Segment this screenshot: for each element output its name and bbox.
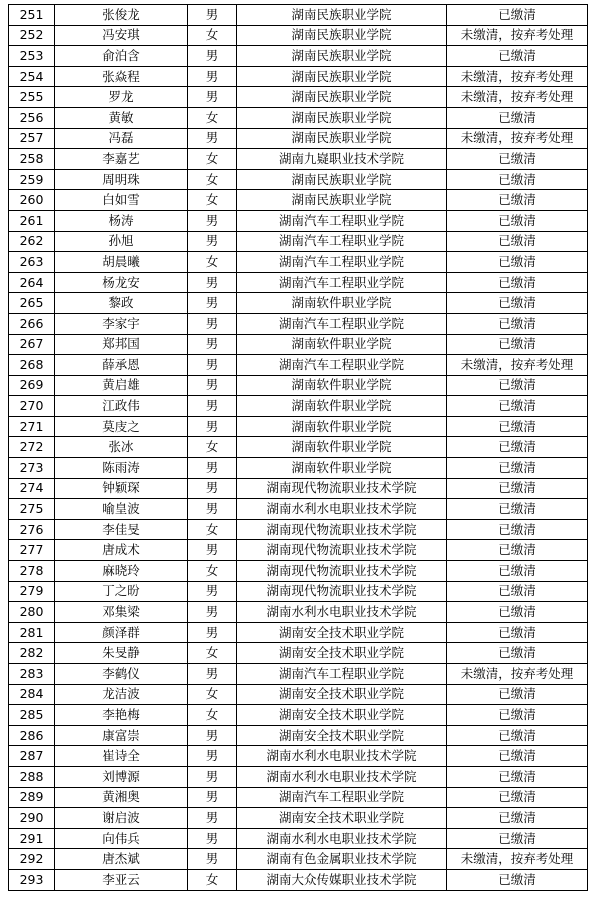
payment-status-cell: 已缴清: [447, 478, 588, 499]
school-cell: 湖南现代物流职业技术学院: [237, 540, 447, 561]
payment-status-cell: 已缴清: [447, 869, 588, 890]
gender-cell: 男: [188, 293, 237, 314]
row-number-cell: 262: [9, 231, 55, 252]
row-number-cell: 263: [9, 252, 55, 273]
table-row: [9, 437, 588, 458]
row-number-cell: 251: [9, 5, 55, 26]
row-number-cell: 269: [9, 375, 55, 396]
row-number-cell: 288: [9, 766, 55, 787]
name-cell: 李嘉艺: [55, 149, 188, 170]
school-cell: 湖南民族职业学院: [237, 87, 447, 108]
payment-status-cell: 已缴清: [447, 725, 588, 746]
gender-cell: 男: [188, 313, 237, 334]
gender-cell: 女: [188, 869, 237, 890]
payment-status-cell: 已缴清: [447, 169, 588, 190]
school-cell: 湖南民族职业学院: [237, 107, 447, 128]
payment-status-cell: 未缴清，按弃考处理: [447, 355, 588, 376]
name-cell: 黎政: [55, 293, 188, 314]
name-cell: 颜泽群: [55, 622, 188, 643]
name-cell: 李鹤仪: [55, 664, 188, 685]
name-cell: 李家宇: [55, 313, 188, 334]
table-row: [9, 561, 588, 582]
gender-cell: 女: [188, 437, 237, 458]
payment-status-cell: 未缴清，按弃考处理: [447, 25, 588, 46]
row-number-cell: 286: [9, 725, 55, 746]
table-row: [9, 664, 588, 685]
name-cell: 白如雪: [55, 190, 188, 211]
school-cell: 湖南软件职业学院: [237, 396, 447, 417]
payment-status-cell: 已缴清: [447, 46, 588, 67]
table-row: [9, 210, 588, 231]
gender-cell: 女: [188, 149, 237, 170]
name-cell: 李亚云: [55, 869, 188, 890]
school-cell: 湖南现代物流职业技术学院: [237, 561, 447, 582]
gender-cell: 女: [188, 561, 237, 582]
name-cell: 唐成术: [55, 540, 188, 561]
name-cell: 龙洁波: [55, 684, 188, 705]
name-cell: 周明珠: [55, 169, 188, 190]
gender-cell: 男: [188, 725, 237, 746]
gender-cell: 男: [188, 375, 237, 396]
payment-status-cell: 已缴清: [447, 766, 588, 787]
payment-status-cell: 已缴清: [447, 540, 588, 561]
gender-cell: 男: [188, 787, 237, 808]
row-number-cell: 279: [9, 581, 55, 602]
gender-cell: 男: [188, 5, 237, 26]
row-number-cell: 277: [9, 540, 55, 561]
gender-cell: 男: [188, 396, 237, 417]
row-number-cell: 274: [9, 478, 55, 499]
row-number-cell: 265: [9, 293, 55, 314]
school-cell: 湖南软件职业学院: [237, 416, 447, 437]
page: [8, 4, 588, 891]
name-cell: 薛承恩: [55, 355, 188, 376]
payment-status-cell: 未缴清，按弃考处理: [447, 66, 588, 87]
gender-cell: 男: [188, 128, 237, 149]
name-cell: 向伟兵: [55, 828, 188, 849]
payment-status-cell: 已缴清: [447, 272, 588, 293]
name-cell: 黄敏: [55, 107, 188, 128]
row-number-cell: 267: [9, 334, 55, 355]
name-cell: 黄启雄: [55, 375, 188, 396]
table-row: [9, 25, 588, 46]
name-cell: 李佳旻: [55, 519, 188, 540]
row-number-cell: 289: [9, 787, 55, 808]
payment-status-cell: 已缴清: [447, 705, 588, 726]
school-cell: 湖南有色金属职业技术学院: [237, 849, 447, 870]
gender-cell: 女: [188, 25, 237, 46]
gender-cell: 男: [188, 766, 237, 787]
name-cell: 郑邦国: [55, 334, 188, 355]
table-row: [9, 149, 588, 170]
table-row: [9, 396, 588, 417]
row-number-cell: 268: [9, 355, 55, 376]
gender-cell: 男: [188, 478, 237, 499]
payment-status-cell: 已缴清: [447, 602, 588, 623]
payment-status-cell: 未缴清，按弃考处理: [447, 128, 588, 149]
name-cell: 唐杰斌: [55, 849, 188, 870]
school-cell: 湖南汽车工程职业学院: [237, 252, 447, 273]
school-cell: 湖南软件职业学院: [237, 375, 447, 396]
name-cell: 丁之昐: [55, 581, 188, 602]
table-row: [9, 766, 588, 787]
table-row: [9, 355, 588, 376]
name-cell: 崔诗全: [55, 746, 188, 767]
table-row: [9, 416, 588, 437]
school-cell: 湖南民族职业学院: [237, 128, 447, 149]
row-number-cell: 253: [9, 46, 55, 67]
school-cell: 湖南软件职业学院: [237, 437, 447, 458]
payment-status-cell: 已缴清: [447, 5, 588, 26]
table-row: [9, 787, 588, 808]
table-row: [9, 519, 588, 540]
registration-table: [8, 4, 588, 891]
row-number-cell: 266: [9, 313, 55, 334]
school-cell: 湖南现代物流职业技术学院: [237, 478, 447, 499]
school-cell: 湖南现代物流职业技术学院: [237, 581, 447, 602]
gender-cell: 男: [188, 746, 237, 767]
table-row: [9, 808, 588, 829]
name-cell: 张焱程: [55, 66, 188, 87]
gender-cell: 男: [188, 87, 237, 108]
table-row: [9, 128, 588, 149]
gender-cell: 男: [188, 231, 237, 252]
payment-status-cell: 已缴清: [447, 437, 588, 458]
table-row: [9, 725, 588, 746]
row-number-cell: 275: [9, 499, 55, 520]
school-cell: 湖南安全技术职业学院: [237, 808, 447, 829]
row-number-cell: 281: [9, 622, 55, 643]
payment-status-cell: 已缴清: [447, 519, 588, 540]
payment-status-cell: 已缴清: [447, 416, 588, 437]
row-number-cell: 284: [9, 684, 55, 705]
payment-status-cell: 已缴清: [447, 581, 588, 602]
school-cell: 湖南安全技术职业学院: [237, 684, 447, 705]
gender-cell: 男: [188, 602, 237, 623]
school-cell: 湖南大众传媒职业技术学院: [237, 869, 447, 890]
payment-status-cell: 已缴清: [447, 458, 588, 479]
table-row: [9, 252, 588, 273]
table-row: [9, 272, 588, 293]
table-row: [9, 458, 588, 479]
gender-cell: 男: [188, 46, 237, 67]
payment-status-cell: 已缴清: [447, 334, 588, 355]
gender-cell: 男: [188, 664, 237, 685]
gender-cell: 男: [188, 458, 237, 479]
payment-status-cell: 已缴清: [447, 252, 588, 273]
school-cell: 湖南民族职业学院: [237, 190, 447, 211]
payment-status-cell: 已缴清: [447, 231, 588, 252]
row-number-cell: 282: [9, 643, 55, 664]
row-number-cell: 258: [9, 149, 55, 170]
name-cell: 俞泊含: [55, 46, 188, 67]
row-number-cell: 255: [9, 87, 55, 108]
payment-status-cell: 未缴清，按弃考处理: [447, 664, 588, 685]
row-number-cell: 257: [9, 128, 55, 149]
gender-cell: 男: [188, 581, 237, 602]
gender-cell: 男: [188, 66, 237, 87]
school-cell: 湖南水利水电职业技术学院: [237, 499, 447, 520]
gender-cell: 男: [188, 272, 237, 293]
gender-cell: 男: [188, 334, 237, 355]
payment-status-cell: 已缴清: [447, 561, 588, 582]
table-row: [9, 540, 588, 561]
name-cell: 钟颖琛: [55, 478, 188, 499]
name-cell: 张俊龙: [55, 5, 188, 26]
row-number-cell: 291: [9, 828, 55, 849]
table-row: [9, 478, 588, 499]
payment-status-cell: 已缴清: [447, 499, 588, 520]
school-cell: 湖南汽车工程职业学院: [237, 355, 447, 376]
school-cell: 湖南民族职业学院: [237, 169, 447, 190]
school-cell: 湖南软件职业学院: [237, 458, 447, 479]
table-row: [9, 746, 588, 767]
payment-status-cell: 已缴清: [447, 684, 588, 705]
table-row: [9, 107, 588, 128]
row-number-cell: 283: [9, 664, 55, 685]
gender-cell: 男: [188, 499, 237, 520]
table-row: [9, 66, 588, 87]
payment-status-cell: 已缴清: [447, 808, 588, 829]
school-cell: 湖南民族职业学院: [237, 25, 447, 46]
name-cell: 李艳梅: [55, 705, 188, 726]
name-cell: 江政伟: [55, 396, 188, 417]
row-number-cell: 261: [9, 210, 55, 231]
name-cell: 陈雨涛: [55, 458, 188, 479]
payment-status-cell: 已缴清: [447, 375, 588, 396]
name-cell: 罗龙: [55, 87, 188, 108]
table-row: [9, 190, 588, 211]
name-cell: 邓集梁: [55, 602, 188, 623]
school-cell: 湖南汽车工程职业学院: [237, 231, 447, 252]
table-row: [9, 334, 588, 355]
name-cell: 冯安琪: [55, 25, 188, 46]
school-cell: 湖南安全技术职业学院: [237, 705, 447, 726]
school-cell: 湖南水利水电职业技术学院: [237, 746, 447, 767]
gender-cell: 女: [188, 705, 237, 726]
row-number-cell: 252: [9, 25, 55, 46]
gender-cell: 女: [188, 519, 237, 540]
school-cell: 湖南水利水电职业技术学院: [237, 602, 447, 623]
gender-cell: 男: [188, 355, 237, 376]
name-cell: 朱旻静: [55, 643, 188, 664]
table-row: [9, 169, 588, 190]
table-row: [9, 231, 588, 252]
row-number-cell: 287: [9, 746, 55, 767]
row-number-cell: 280: [9, 602, 55, 623]
payment-status-cell: 未缴清，按弃考处理: [447, 87, 588, 108]
school-cell: 湖南汽车工程职业学院: [237, 664, 447, 685]
row-number-cell: 256: [9, 107, 55, 128]
gender-cell: 女: [188, 684, 237, 705]
table-row: [9, 293, 588, 314]
name-cell: 冯磊: [55, 128, 188, 149]
row-number-cell: 270: [9, 396, 55, 417]
gender-cell: 女: [188, 643, 237, 664]
school-cell: 湖南汽车工程职业学院: [237, 313, 447, 334]
payment-status-cell: 已缴清: [447, 107, 588, 128]
payment-status-cell: 已缴清: [447, 313, 588, 334]
payment-status-cell: 已缴清: [447, 293, 588, 314]
gender-cell: 男: [188, 808, 237, 829]
payment-status-cell: 已缴清: [447, 643, 588, 664]
table-row: [9, 828, 588, 849]
payment-status-cell: 未缴清，按弃考处理: [447, 849, 588, 870]
name-cell: 杨龙安: [55, 272, 188, 293]
gender-cell: 女: [188, 252, 237, 273]
table-row: [9, 87, 588, 108]
table-row: [9, 313, 588, 334]
row-number-cell: 272: [9, 437, 55, 458]
gender-cell: 男: [188, 210, 237, 231]
table-row: [9, 46, 588, 67]
name-cell: 张冰: [55, 437, 188, 458]
name-cell: 麻晓玲: [55, 561, 188, 582]
row-number-cell: 290: [9, 808, 55, 829]
gender-cell: 女: [188, 190, 237, 211]
payment-status-cell: 已缴清: [447, 149, 588, 170]
school-cell: 湖南汽车工程职业学院: [237, 210, 447, 231]
name-cell: 喻皇波: [55, 499, 188, 520]
gender-cell: 男: [188, 849, 237, 870]
table-row: [9, 684, 588, 705]
payment-status-cell: 已缴清: [447, 210, 588, 231]
name-cell: 孙旭: [55, 231, 188, 252]
name-cell: 刘博源: [55, 766, 188, 787]
name-cell: 黄湘奥: [55, 787, 188, 808]
school-cell: 湖南汽车工程职业学院: [237, 787, 447, 808]
row-number-cell: 254: [9, 66, 55, 87]
school-cell: 湖南民族职业学院: [237, 46, 447, 67]
school-cell: 湖南现代物流职业技术学院: [237, 519, 447, 540]
name-cell: 杨涛: [55, 210, 188, 231]
table-row: [9, 375, 588, 396]
school-cell: 湖南九嶷职业技术学院: [237, 149, 447, 170]
table-row: [9, 602, 588, 623]
row-number-cell: 264: [9, 272, 55, 293]
school-cell: 湖南水利水电职业技术学院: [237, 766, 447, 787]
row-number-cell: 271: [9, 416, 55, 437]
name-cell: 康富崇: [55, 725, 188, 746]
table-row: [9, 849, 588, 870]
row-number-cell: 259: [9, 169, 55, 190]
row-number-cell: 292: [9, 849, 55, 870]
payment-status-cell: 已缴清: [447, 828, 588, 849]
row-number-cell: 276: [9, 519, 55, 540]
payment-status-cell: 已缴清: [447, 746, 588, 767]
school-cell: 湖南汽车工程职业学院: [237, 272, 447, 293]
school-cell: 湖南安全技术职业学院: [237, 622, 447, 643]
table-row: [9, 869, 588, 890]
table-row: [9, 5, 588, 26]
row-number-cell: 260: [9, 190, 55, 211]
row-number-cell: 293: [9, 869, 55, 890]
school-cell: 湖南软件职业学院: [237, 334, 447, 355]
name-cell: 莫庋之: [55, 416, 188, 437]
gender-cell: 男: [188, 416, 237, 437]
gender-cell: 女: [188, 107, 237, 128]
school-cell: 湖南水利水电职业技术学院: [237, 828, 447, 849]
gender-cell: 男: [188, 828, 237, 849]
gender-cell: 男: [188, 540, 237, 561]
school-cell: 湖南安全技术职业学院: [237, 643, 447, 664]
school-cell: 湖南民族职业学院: [237, 66, 447, 87]
row-number-cell: 285: [9, 705, 55, 726]
table-body: [9, 5, 588, 891]
row-number-cell: 278: [9, 561, 55, 582]
school-cell: 湖南软件职业学院: [237, 293, 447, 314]
payment-status-cell: 已缴清: [447, 396, 588, 417]
payment-status-cell: 已缴清: [447, 190, 588, 211]
payment-status-cell: 已缴清: [447, 787, 588, 808]
row-number-cell: 273: [9, 458, 55, 479]
school-cell: 湖南民族职业学院: [237, 5, 447, 26]
school-cell: 湖南安全技术职业学院: [237, 725, 447, 746]
name-cell: 胡晨曦: [55, 252, 188, 273]
payment-status-cell: 已缴清: [447, 622, 588, 643]
table-row: [9, 622, 588, 643]
table-row: [9, 499, 588, 520]
name-cell: 谢启波: [55, 808, 188, 829]
gender-cell: 男: [188, 622, 237, 643]
gender-cell: 女: [188, 169, 237, 190]
table-row: [9, 643, 588, 664]
table-row: [9, 705, 588, 726]
table-row: [9, 581, 588, 602]
